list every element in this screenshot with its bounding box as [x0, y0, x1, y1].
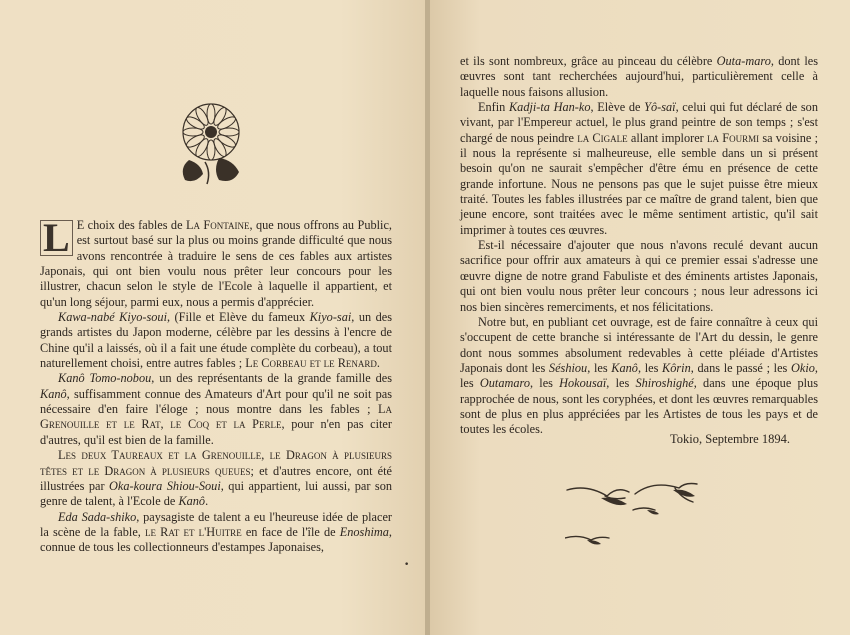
artist-name: Oka-koura Shiou-Soui — [109, 478, 221, 493]
chrysanthemum-icon — [175, 100, 253, 188]
text-run: , paysagiste de talent a eu l'heureuse idée de placer la scène de la fable, — [40, 509, 392, 539]
artist-name: Yô-saï — [644, 100, 676, 115]
text-run: . — [376, 356, 380, 371]
text-run: , les — [606, 376, 636, 391]
artist-name: Outamaro — [479, 376, 530, 391]
artist-name: Kawa-nabé Kiyo-soui — [58, 310, 167, 325]
paragraph-han-ko — [460, 100, 818, 238]
artist-name: Hokousaï — [559, 376, 607, 391]
text-run: Enfin — [478, 100, 509, 115]
place-name: Enoshima — [339, 524, 389, 539]
page-mark: • — [404, 560, 410, 570]
text-run: , qui appartient, lui aussi, par son genre de talent, à l'Ecole de — [40, 478, 393, 509]
drop-cap: L — [40, 220, 73, 256]
fable-title: le Rat et l'Huitre — [145, 524, 242, 539]
artist-name: Eda Sada-shiko — [58, 509, 137, 524]
date-signature: Tokio, Septembre 1894. — [670, 432, 790, 446]
artist-name: Kanô — [611, 360, 638, 375]
text-run: , les — [460, 360, 818, 391]
artist-name: Séshiou — [548, 360, 588, 375]
fable-title: la Fourmi — [707, 130, 760, 145]
artist-name: Okio — [791, 360, 815, 375]
paragraph-kiyo-soui — [40, 310, 392, 371]
text-run: Est-il nécessaire d'ajouter que nous n'avons reculé devant aucun sacrifice pour offrir aux amateurs à qui ce premier essai s'adresse une œuvre digne de notre grand Fabuliste et des éminents artistes Japonais, qui ont bien voulu nous prêter leur concours ; nous leur adressons ici nos bien sincères remerciments, et nos félicitations. — [460, 238, 818, 314]
text-run: , dans une époque plus rapprochée de nous, sont les coryphées, et dont les œuvres remarquables sont de plus en plus appréciées par les Artistes de tous les pays et de toutes les écoles. — [460, 376, 818, 437]
text-run: , que nous offrons au Public, est surtout basé sur la plus ou moins grande difficulté que nous avons rencontrée à traduire le sens de ces fables aux artistes Japonais, qui ont bien voulu nous prêter leur concours pour les illustrer, chacun selon le style de l'Ecole à laquelle il appartient, et qu'un long séjour, parmi eux, nous a permis d'apprécier. — [40, 218, 392, 309]
paragraph-thanks — [460, 238, 818, 315]
artist-name: Kanô — [40, 386, 67, 401]
paragraph-outa-maro — [460, 54, 818, 100]
fable-title: Les deux Taureaux et la Grenouille, le Dragon à plusieurs têtes et le Dragon à plusieurs queues — [40, 448, 392, 478]
text-run: , dont les œuvres sont tant recherchées aujourd'hui, particulièrement celle à laquelle nous faisons allusion. — [460, 54, 819, 99]
author-name: La Fontaine — [185, 218, 250, 232]
right-page — [430, 0, 850, 635]
text-run: ; et d'autres encore, ont été illustrées par — [40, 463, 392, 493]
artist-name: Kôrin — [662, 360, 691, 375]
text-run: , dans le passé ; les — [690, 360, 792, 375]
text-run: . — [205, 494, 209, 509]
text-run: , suffisamment connue des Amateurs d'Art pour qu'il ne soit pas nécessaire d'en faire l'éloge ; nous montre dans les fables ; — [40, 386, 392, 417]
text-run: , les — [529, 376, 560, 391]
flying-birds-icon — [565, 480, 725, 552]
text-run: , Elève de — [590, 100, 645, 115]
left-body-text — [40, 215, 393, 556]
paragraph-shiou-soui — [40, 448, 392, 509]
paragraph-tomo-nobou — [40, 371, 392, 448]
fable-title: La Grenouille et le Rat, le Coq et la Perle — [40, 402, 392, 432]
fable-title: la Cigale — [577, 130, 628, 145]
text-run: , les — [587, 360, 612, 375]
text-run: sa voisine ; il nous la représente si malheureuse, elle semble dans un si présent besoin qu'on ne saurait s'empêcher d'être ému en présence de cette grande infortune. Nous ne pensons pas que le sujet puisse être mieux traité. Toutes les fables illustrées par ce maître de grand talent, bien que jeune encore, sont traitées avec le même sentiment artistic, qu'il sait imprimer à toutes ces œuvres. — [460, 130, 818, 237]
text-run: et ils sont nombreux, grâce au pinceau du célèbre — [460, 54, 717, 68]
text-run: Notre but, en publiant cet ouvrage, est de faire connaître à ceux qui s'occupent de cette branche si intéressante de l'Art du dessin, le genre dont nous sommes absolument redevables à cette pléiade d'Artistes Japonais dont les — [460, 314, 818, 375]
text-run: , celui qui fut déclaré de son vivant, par l'Empereur actuel, le plus grand peintre de son temps ; s'est chargé de nous peindre — [460, 100, 818, 145]
fable-title: Le Corbeau et le Renard — [245, 356, 377, 371]
text-run: , pour n'en pas citer d'autres, qu'il est bien de la famille. — [40, 417, 392, 447]
paragraph-purpose — [460, 315, 818, 438]
artist-name: Outa-maro — [716, 54, 771, 68]
artist-name: Kiyo-sai — [309, 310, 352, 325]
text-run: , (Fille et Elève du fameux — [167, 310, 310, 325]
paragraph-sada-shiko — [40, 510, 392, 556]
artist-name: Kanô Tomo-nobou — [58, 371, 152, 386]
text-run: E choix des fables de — [76, 218, 186, 232]
text-run: , un des représentants de la grande famille des — [151, 371, 392, 386]
right-body-text — [460, 54, 818, 438]
text-run: allant implorer — [627, 130, 708, 145]
paragraph-intro — [40, 215, 392, 310]
artist-name: Kanô — [178, 494, 206, 509]
artist-name: Shiroshighé — [635, 376, 694, 391]
artist-name: Kadji-ta Han-ko — [508, 100, 591, 115]
text-run: , un des grands artistes du Japon moderne, célèbre par les dessins à l'encre de Chine qu'il a laissés, où il a fait une étude complète du corbeau), a tout naturellement choisi, entre autres fables ; — [40, 310, 392, 371]
text-run: , les — [637, 360, 663, 375]
text-run: en face de l'île de — [241, 524, 340, 539]
text-run: , connue de tous les collectionneurs d'estampes Japonaises, — [40, 524, 392, 555]
